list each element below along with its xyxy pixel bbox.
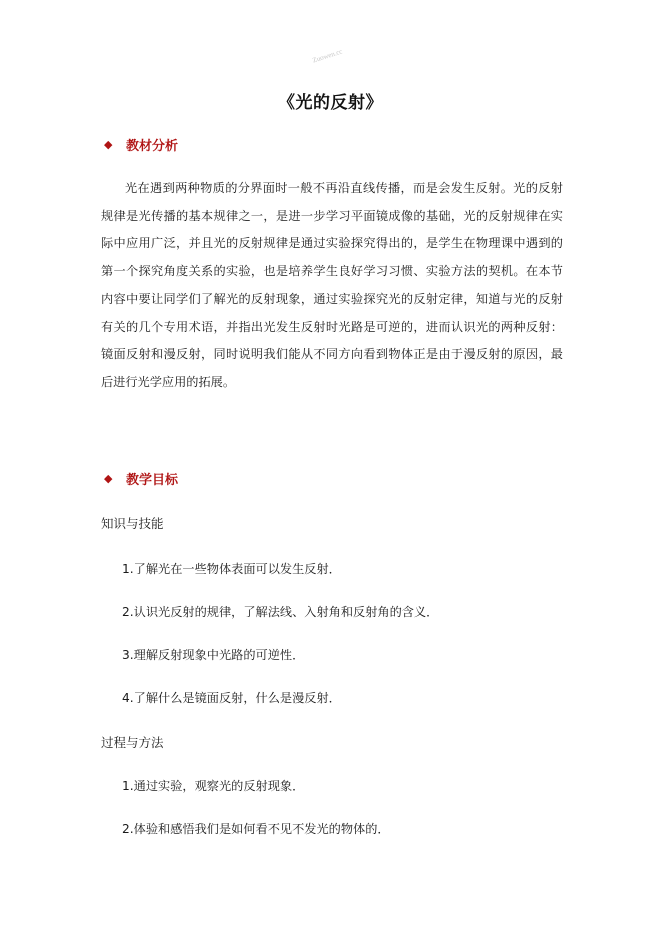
page-title: 《光的反射》 (278, 93, 383, 113)
section-heading-analysis (104, 135, 178, 154)
section-heading-label: 教学目标 (126, 473, 179, 488)
watermark: Zuowen.cc (311, 47, 344, 65)
list-item: 1.了解光在一些物体表面可以发生反射． (122, 562, 341, 576)
diamond-bullet-icon: ◆ (104, 471, 113, 485)
subheading-process-methods: 过程与方法 (101, 735, 164, 750)
list-item: 3.理解反射现象中光路的可逆性． (122, 648, 305, 662)
list-item: 2.体验和感悟我们是如何看不见不发光的物体的． (122, 822, 390, 836)
list-item: 1.通过实验，观察光的反射现象． (122, 779, 305, 793)
list-item: 2.认识光反射的规律，了解法线、入射角和反射角的含义． (122, 605, 439, 619)
analysis-paragraph: 光在遇到两种物质的分界面时一般不再沿直线传播，而是会发生反射。光的反射规律是光传播的基本规律之一，是进一步学习平面镜成像的基础，光的反射规律在实际中应用广泛，并且光的反射规律是通过实验探究得出的，是学生在物理课中遇到的第一个探究角度关系的实验，也是培养学生良好学习习惯、实验方法的契机。在本节内容中要让同学们了解光的反射现象，通过实验探究光的反射定律，知道与光的反射有关的几个专用术语，并指出光发生反射时光路是可逆的，进而认识光的两种反射：镜面反射和漫反射，同时说明我们能从不同方向看到物体正是由于漫反射的原因，最后进行光学应用的拓展。 (101, 181, 563, 389)
diamond-bullet-icon: ◆ (104, 137, 113, 151)
section-heading-objectives (104, 469, 178, 488)
subheading-knowledge-skills: 知识与技能 (101, 516, 164, 531)
list-item: 4.了解什么是镜面反射，什么是漫反射． (122, 691, 341, 705)
section-heading-label: 教材分析 (126, 139, 179, 154)
